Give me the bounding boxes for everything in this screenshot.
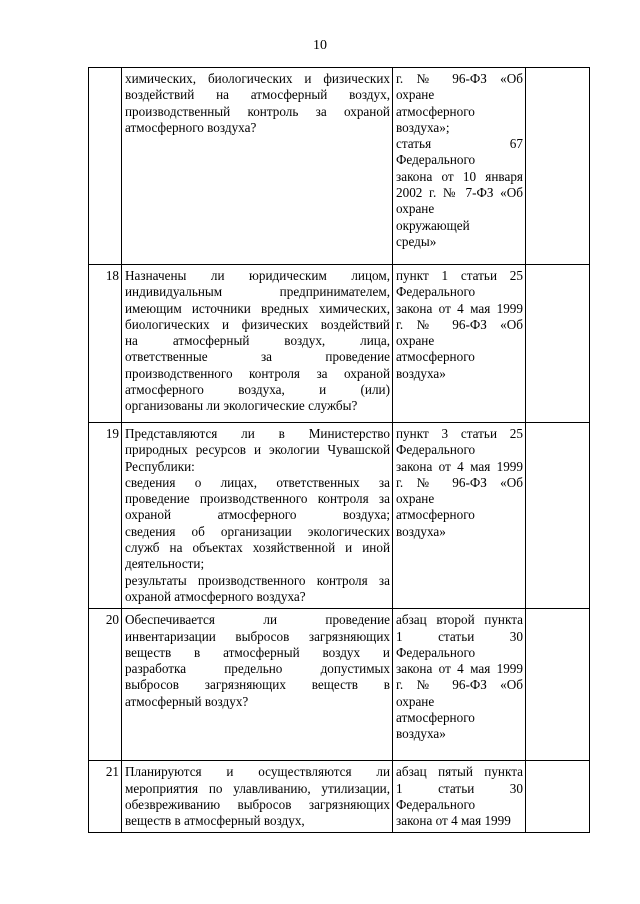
question-cell-line: химических, биологических и физических [125,71,390,86]
reference-cell-line: пункт 1 статьи 25 [396,268,523,283]
reference-cell-line: охране [396,201,435,217]
question-cell-line: результаты производственного контроля за [125,572,390,588]
reference-cell-line: атмосферного [396,710,475,726]
question-cell-line: производственный контроль за охраной [125,103,390,119]
question-cell-line: охраной атмосферного воздуха; [125,507,390,523]
reference-cell [393,423,526,609]
reference-cell-line: воздуха» [396,523,446,539]
question-cell-line: биологических и физических воздействий [125,316,390,332]
question-cell-line: атмосферный воздух? [125,693,249,709]
reference-cell-line: охране [396,87,435,103]
reference-cell-line: атмосферного [396,103,475,119]
question-cell [122,609,393,761]
page-number: 10 [313,38,327,53]
question-cell-line: проведение производственного контроля за [125,491,390,507]
reference-cell-line: атмосферного [396,507,475,523]
reference-cell-line: 2002 г. № 7-ФЗ «Об [396,185,523,201]
question-cell-line: Обеспечивается ли проведение [125,612,390,628]
question-cell-line: обезвреживанию выбросов загрязняющих [125,796,390,812]
answer-cell [526,68,590,265]
reference-cell-line: закона от 4 мая 1999 [396,458,523,474]
question-cell-line: веществ в атмосферный воздух и [125,644,390,660]
row-number [89,68,122,265]
table-row [89,68,590,265]
reference-cell-line: окружающей [396,217,470,233]
row-number: 20 [89,609,122,761]
reference-cell-line: г. № 96-ФЗ «Об [396,474,523,490]
question-cell-line: Представляются ли в Министерство [125,426,390,441]
reference-cell-line: г. № 96-ФЗ «Об [396,677,523,693]
reference-cell-line: абзац пятый пункта [396,764,523,780]
question-cell-line: сведения о лицах, ответственных за [125,474,390,490]
reference-cell-line: г. № 96-ФЗ «Об [396,71,523,86]
reference-cell-line: охране [396,491,435,507]
question-cell-line: Назначены ли юридическим лицом, [125,268,390,283]
question-cell-line: разработка предельно допустимых [125,661,390,677]
reference-cell-line: закона от 4 мая 1999 [396,300,523,316]
answer-cell [526,265,590,423]
question-cell [122,761,393,833]
reference-cell-line: закона от 4 мая 1999 [396,661,523,677]
answer-cell [526,609,590,761]
reference-cell-line: Федерального [396,442,476,458]
table-row [89,761,590,833]
question-cell-line: на атмосферный воздух, лица, [125,333,390,349]
question-cell-line: атмосферного воздуха, и (или) [125,382,390,398]
table-row [89,265,590,423]
reference-cell-line: воздуха» [396,365,446,381]
question-cell [122,423,393,609]
question-cell [122,265,393,423]
question-cell-line: Республики: [125,458,195,474]
table-row [89,423,590,609]
answer-cell [526,423,590,609]
question-cell-line: организованы ли экологические службы? [125,398,358,414]
question-cell-line: производственного контроля за охраной [125,365,390,381]
question-cell [122,68,393,265]
question-cell-line: Планируются и осуществляются ли [125,764,390,780]
question-cell-line: природных ресурсов и экологии Чувашской [125,442,390,458]
question-cell-line: воздействий на атмосферный воздух, [125,87,390,103]
reference-cell-line: Федерального [396,152,476,168]
row-number: 18 [89,265,122,423]
reference-cell-line: Федерального [396,644,476,660]
reference-cell-line: Федерального [396,284,476,300]
checklist-table [88,67,590,833]
row-number: 21 [89,761,122,833]
question-cell-line: атмосферного воздуха? [125,119,257,135]
question-cell-line: сведения об организации экологических [125,523,390,539]
row-number: 19 [89,423,122,609]
question-cell-line: веществ в атмосферный воздух, [125,813,305,829]
reference-cell-line: г. № 96-ФЗ «Об [396,316,523,332]
reference-cell-line: абзац второй пункта [396,612,523,628]
reference-cell [393,68,526,265]
question-cell-line: имеющим источники вредных химических, [125,300,390,316]
question-cell-line: деятельности; [125,556,205,572]
reference-cell-line: закона от 10 января [396,168,523,184]
reference-cell-line: охране [396,693,435,709]
question-cell-line: индивидуальным предпринимателем, [125,284,390,300]
question-cell-line: мероприятия по улавливанию, утилизации, [125,780,390,796]
reference-cell-line: атмосферного [396,349,475,365]
reference-cell [393,761,526,833]
question-cell-line: инвентаризации выбросов загрязняющих [125,628,390,644]
reference-cell-line: пункт 3 статьи 25 [396,426,523,441]
reference-cell-line: воздуха» [396,726,446,742]
reference-cell-line: Федерального [396,796,476,812]
question-cell-line: ответственные за проведение [125,349,390,365]
table-row [89,609,590,761]
answer-cell [526,761,590,833]
reference-cell-line: закона от 4 мая 1999 [396,813,511,829]
reference-cell [393,265,526,423]
reference-cell-line: 1 статьи 30 [396,780,523,796]
reference-cell-line: воздуха»; [396,119,450,135]
question-cell-line: охраной атмосферного воздуха? [125,588,306,604]
question-cell-line: служб на объектах хозяйственной и иной [125,540,390,556]
reference-cell-line: среды» [396,233,437,249]
reference-cell-line: статья 67 [396,136,523,152]
reference-cell-line: охране [396,333,435,349]
reference-cell [393,609,526,761]
reference-cell-line: 1 статьи 30 [396,628,523,644]
question-cell-line: выбросов загрязняющих веществ в [125,677,390,693]
